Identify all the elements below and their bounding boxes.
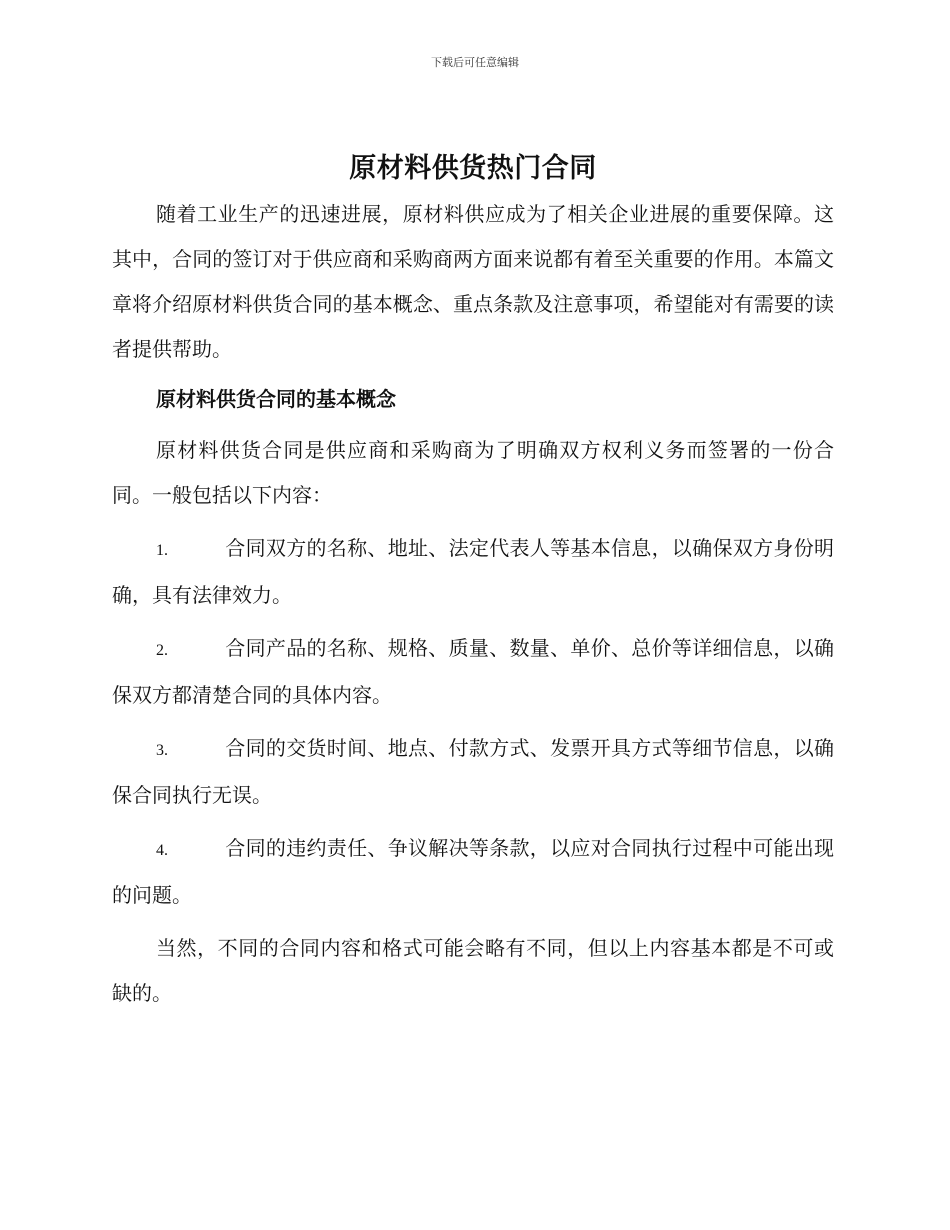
list-item: [112, 726, 834, 818]
list-item-number: 3.: [156, 742, 168, 759]
list-item: [112, 626, 834, 718]
section-lead-paragraph: 原材料供货合同是供应商和采购商为了明确双方权利义务而签署的一份合同。一般包括以下内容：: [112, 438, 834, 507]
list-item-text: 合同双方的名称、地址、法定代表人等基本信息，以确保双方身份明确，具有法律效力。: [112, 536, 834, 607]
list-item-text: 合同产品的名称、规格、质量、数量、单价、总价等详细信息，以确保双方都清楚合同的具体内容。: [112, 636, 834, 707]
section-heading: 原材料供货合同的基本概念: [156, 387, 396, 411]
document-title: 原材料供货热门合同: [349, 153, 597, 184]
intro-paragraph: 随着工业生产的迅速进展，原材料供应成为了相关企业进展的重要保障。这其中，合同的签订对于供应商和采购商两方面来说都有着至关重要的作用。本篇文章将介绍原材料供货合同的基本概念、重点条款及注意事项，希望能对有需要的读者提供帮助。: [112, 202, 834, 361]
header-note: 下载后可任意编辑: [431, 56, 519, 69]
closing-paragraph: 当然，不同的合同内容和格式可能会略有不同，但以上内容基本都是不可或缺的。: [112, 936, 834, 1005]
list-item-number: 2.: [156, 642, 168, 659]
list-item: [112, 826, 834, 918]
list-item-number: 1.: [156, 542, 168, 559]
list-item-text: 合同的违约责任、争议解决等条款，以应对合同执行过程中可能出现的问题。: [112, 836, 834, 907]
list-item-text: 合同的交货时间、地点、付款方式、发票开具方式等细节信息，以确保合同执行无误。: [112, 736, 834, 807]
list-item-number: 4.: [156, 842, 168, 859]
document-body: [112, 146, 834, 1016]
list-item: [112, 526, 834, 618]
